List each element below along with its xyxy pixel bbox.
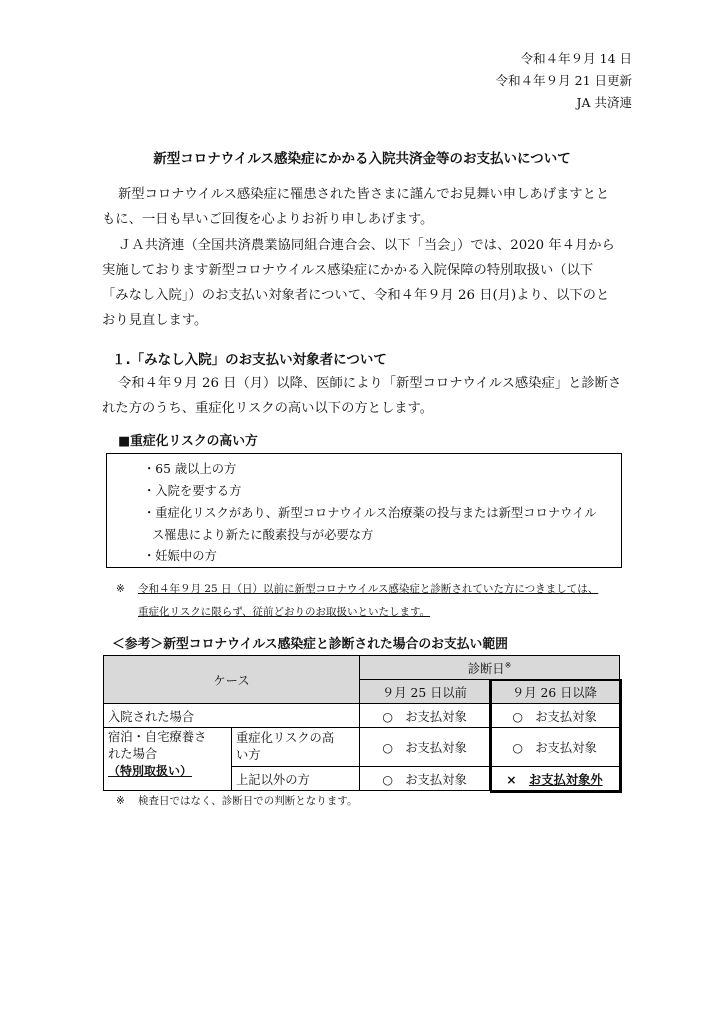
reference-heading: ＜参考＞新型コロナウイルス感染症と診断された場合のお支払い範囲 (112, 637, 508, 652)
footnote-text: 検査日ではなく、診断日での判断となります。 (138, 795, 358, 807)
risk-list-box (106, 453, 622, 568)
document-date: 令和４年９月 14 日 (520, 51, 632, 66)
section1-heading: １.「みなし入院」のお支払い対象者について (112, 352, 387, 368)
row-high-risk-line1: 重症化リスクの高 (236, 731, 335, 745)
row-other-after-label: お支払対象外 (528, 772, 603, 787)
header-after-sep26: ９月 26 日以降 (490, 680, 620, 704)
highlight-border (490, 679, 622, 793)
row-home-care-line3: （特別取扱い） (108, 764, 193, 778)
note-mark: ※ (116, 583, 125, 595)
row-home-care-case (104, 728, 232, 791)
note-line1: 令和４年９月 25 日（日）以前に新型コロナウイルス感染症と診断されていた方につきましては、 (138, 583, 599, 595)
row-high-risk-line2: い方 (236, 748, 261, 762)
intro-p2-line3: 「みなし入院」）のお支払い対象者について、令和４年９月 26 日(月)より、以下のと (102, 288, 610, 303)
section1-body-line1: 令和４年９月 26 日（月）以降、医師により「新型コロナウイルス感染症」と診断さ (118, 376, 622, 391)
header-diagnosis-date (360, 656, 620, 680)
row-high-risk-sub (232, 728, 360, 767)
risk-item: ス罹患により新たに酸素投与が必要な方 (152, 528, 374, 542)
header-diagnosis-mark: ※ (504, 660, 512, 670)
cross-mark: × (506, 772, 517, 787)
row-other-sub: 上記以外の方 (232, 767, 360, 791)
document-updated-date: 令和４年９月 21 日更新 (495, 73, 632, 88)
row-home-care-line2: れた場合 (108, 747, 158, 761)
organization-name: JA 共済連 (576, 95, 632, 110)
row-hospitalized-after: ○ お支払対象 (490, 704, 620, 728)
intro-p2-line4: おり見直します。 (102, 313, 208, 328)
risk-item: ・65 歳以上の方 (143, 462, 237, 476)
row-hospitalized-before: ○ お支払対象 (360, 704, 490, 728)
risk-item: ・妊娠中の方 (143, 549, 217, 563)
intro-p2-line1: ＪＡ共済連（全国共済農業協同組合連合会、以下「当会」）では、2020 年４月から (118, 238, 615, 253)
risk-item: ・重症化リスクがあり、新型コロナウイルス治療薬の投与または新型コロナウイル (143, 506, 597, 520)
row-home-care-line1: 宿泊・自宅療養さ (108, 730, 207, 744)
risk-heading: ■重症化リスクの高い方 (118, 434, 258, 449)
header-diagnosis-date-label: 診断日 (467, 661, 505, 676)
intro-p1-line1: 新型コロナウイルス感染症に罹患された皆さまに謹んでお見舞い申しあげますとと (118, 187, 610, 202)
header-before-sep25: ９月 25 日以前 (360, 680, 490, 704)
risk-item: ・入院を要する方 (143, 484, 242, 498)
note-line2: 重症化リスクに限らず、従前どおりのお取扱いといたします。 (138, 606, 431, 618)
row-hospitalized-case: 入院された場合 (104, 704, 360, 728)
row-high-risk-after: ○ お支払対象 (490, 728, 620, 767)
intro-p2-line2: 実施しております新型コロナウイルス感染症にかかる入院保障の特別取扱い（以下 (102, 263, 594, 278)
footnote-mark: ※ (116, 795, 125, 807)
row-high-risk-before: ○ お支払対象 (360, 728, 490, 767)
document-title: 新型コロナウイルス感染症にかかる入院共済金等のお支払いについて (153, 151, 571, 167)
section1-body-line2: れた方のうち、重症化リスクの高い以下の方とします。 (102, 401, 434, 416)
header-case: ケース (104, 656, 360, 704)
intro-p1-line2: もに、一日も早いご回復を心よりお祈り申しあげます。 (102, 212, 434, 227)
row-other-before: ○ お支払対象 (360, 767, 490, 791)
